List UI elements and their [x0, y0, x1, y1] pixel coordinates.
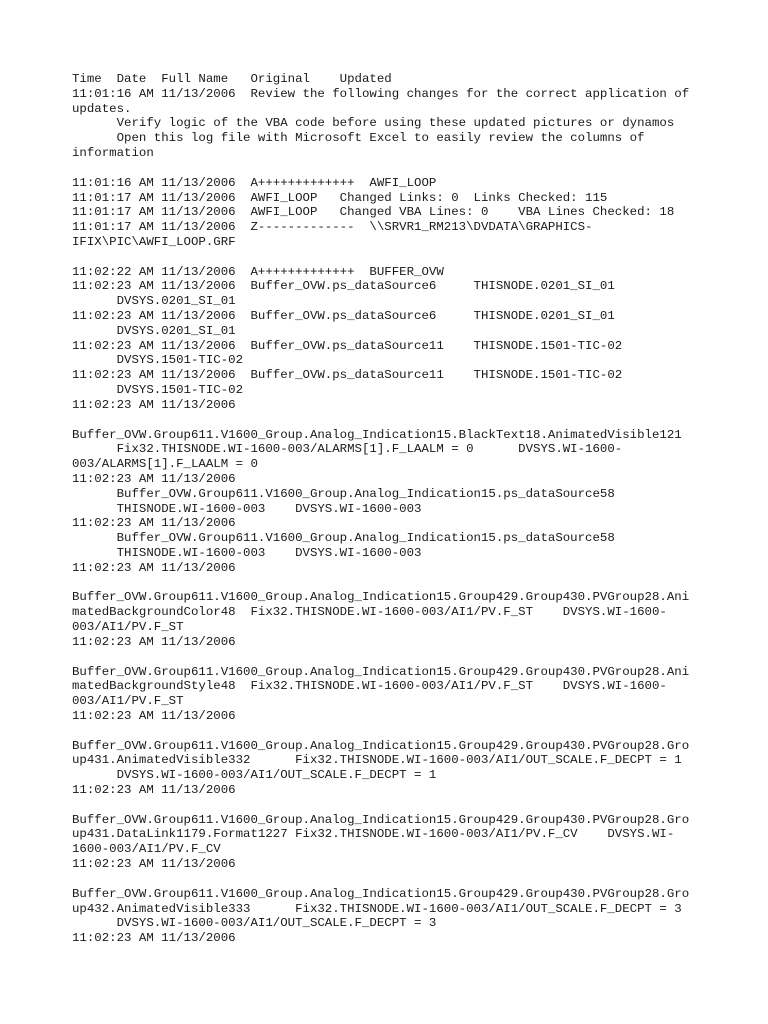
log-line: DVSYS.0201_SI_01 — [72, 294, 236, 309]
log-line: 1600-003/AI1/PV.F_CV — [72, 842, 221, 857]
log-line: DVSYS.0201_SI_01 — [72, 323, 236, 338]
blank-line — [72, 650, 702, 665]
blank-line — [72, 872, 702, 887]
blank-line — [72, 724, 702, 739]
log-line: 11:02:23 AM 11/13/2006 — [72, 516, 236, 531]
log-line: up431.DataLink1179.Format1227 Fix32.THISNODE.WI-1600-003/AI1/PV.F_CV DVSYS.WI- — [72, 827, 675, 842]
log-line: 11:01:17 AM 11/13/2006 AWFI_LOOP Changed Links: 0 Links Checked: 115 — [72, 190, 608, 205]
log-line: 11:01:16 AM 11/13/2006 Review the following changes for the correct application of — [72, 86, 690, 101]
log-line: 003/AI1/PV.F_ST — [72, 620, 184, 635]
log-line: 11:02:23 AM 11/13/2006 — [72, 560, 236, 575]
log-line: IFIX\PIC\AWFI_LOOP.GRF — [72, 234, 236, 249]
log-line: 11:02:23 AM 11/13/2006 Buffer_OVW.ps_dataSource6 THISNODE.0201_SI_01 — [72, 309, 615, 323]
log-line: 11:02:23 AM 11/13/2006 Buffer_OVW.ps_dataSource11 THISNODE.1501-TIC-02 — [72, 338, 623, 353]
log-line: Buffer_OVW.Group611.V1600_Group.Analog_Indication15.Group429.Group430.PVGroup28.Gro — [72, 738, 690, 753]
log-line: up431.AnimatedVisible332 Fix32.THISNODE.WI-1600-003/AI1/OUT_SCALE.F_DECPT = 1 — [72, 753, 682, 768]
log-line: 11:01:16 AM 11/13/2006 A+++++++++++++ AWFI_LOOP — [72, 175, 437, 190]
log-line: 11:02:23 AM 11/13/2006 — [72, 708, 236, 723]
log-line: Time Date Full Name Original Updated — [72, 72, 392, 86]
log-line: 11:01:17 AM 11/13/2006 Z------------- \\SRVR1_RM213\DVDATA\GRAPHICS- — [72, 220, 593, 235]
blank-line — [72, 161, 702, 176]
log-line: Buffer_OVW.Group611.V1600_Group.Analog_Indication15.ps_dataSource58 — [72, 531, 615, 546]
log-line: DVSYS.1501-TIC-02 — [72, 383, 244, 398]
log-line: Fix32.THISNODE.WI-1600-003/ALARMS[1].F_LAALM = 0 DVSYS.WI-1600- — [72, 442, 623, 457]
log-line: 11:01:17 AM 11/13/2006 AWFI_LOOP Changed VBA Lines: 0 VBA Lines Checked: 18 — [72, 205, 675, 220]
log-line: 003/AI1/PV.F_ST — [72, 694, 184, 709]
log-line: matedBackgroundStyle48 Fix32.THISNODE.WI-1600-003/AI1/PV.F_ST DVSYS.WI-1600- — [72, 679, 667, 694]
log-line: 11:02:22 AM 11/13/2006 A+++++++++++++ BUFFER_OVW — [72, 264, 444, 279]
log-line: 11:02:23 AM 11/13/2006 — [72, 857, 236, 872]
blank-line — [72, 576, 702, 591]
log-line: Verify logic of the VBA code before using these updated pictures or dynamos — [72, 116, 675, 131]
log-line: Open this log file with Microsoft Excel to easily review the columns of — [72, 131, 645, 146]
log-line: information — [72, 146, 154, 161]
log-line: Buffer_OVW.Group611.V1600_Group.Analog_Indication15.Group429.Group430.PVGroup28.Gro — [72, 812, 690, 827]
log-line: THISNODE.WI-1600-003 DVSYS.WI-1600-003 — [72, 501, 422, 516]
log-line: updates. — [72, 101, 132, 116]
log-line: 11:02:23 AM 11/13/2006 Buffer_OVW.ps_dataSource11 THISNODE.1501-TIC-02 — [72, 368, 623, 383]
log-line: matedBackgroundColor48 Fix32.THISNODE.WI-1600-003/AI1/PV.F_ST DVSYS.WI-1600- — [72, 605, 667, 620]
log-line: 11:02:23 AM 11/13/2006 — [72, 783, 236, 797]
log-line: 003/ALARMS[1].F_LAALM = 0 — [72, 457, 258, 472]
log-line: Buffer_OVW.Group611.V1600_Group.Analog_Indication15.ps_dataSource58 — [72, 486, 615, 501]
log-line: 11:02:23 AM 11/13/2006 — [72, 397, 236, 412]
log-line: DVSYS.1501-TIC-02 — [72, 353, 244, 368]
blank-line — [72, 413, 702, 428]
log-line: 11:02:23 AM 11/13/2006 — [72, 471, 236, 486]
log-line: 11:02:23 AM 11/13/2006 Buffer_OVW.ps_dataSource6 THISNODE.0201_SI_01 — [72, 279, 615, 294]
log-document — [72, 72, 702, 946]
log-line: 11:02:23 AM 11/13/2006 — [72, 634, 236, 649]
log-line: 11:02:23 AM 11/13/2006 — [72, 931, 236, 946]
log-line: Buffer_OVW.Group611.V1600_Group.Analog_Indication15.BlackText18.AnimatedVisible121 — [72, 427, 682, 442]
log-line: Buffer_OVW.Group611.V1600_Group.Analog_Indication15.Group429.Group430.PVGroup28.Ani — [72, 590, 690, 605]
log-line: up432.AnimatedVisible333 Fix32.THISNODE.WI-1600-003/AI1/OUT_SCALE.F_DECPT = 3 — [72, 901, 682, 916]
blank-line — [72, 250, 702, 265]
log-line: Buffer_OVW.Group611.V1600_Group.Analog_Indication15.Group429.Group430.PVGroup28.Gro — [72, 886, 690, 901]
log-line: Buffer_OVW.Group611.V1600_Group.Analog_Indication15.Group429.Group430.PVGroup28.Ani — [72, 664, 690, 679]
log-line: DVSYS.WI-1600-003/AI1/OUT_SCALE.F_DECPT = 3 — [72, 916, 437, 931]
log-line: DVSYS.WI-1600-003/AI1/OUT_SCALE.F_DECPT = 1 — [72, 768, 437, 783]
blank-line — [72, 798, 702, 813]
log-line: THISNODE.WI-1600-003 DVSYS.WI-1600-003 — [72, 546, 422, 560]
